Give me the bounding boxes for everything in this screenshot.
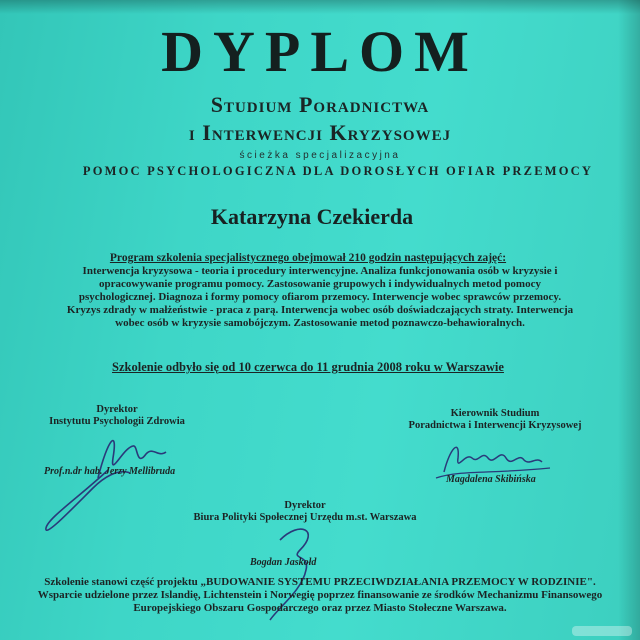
left-role-line2: Instytutu Psychologii Zdrowia <box>49 416 185 427</box>
footer-line: Szkolenie stanowi część projektu „BUDOWANIE SYSTEMU PRZECIWDZIAŁANIA PRZEMOCY W RODZINIE". <box>44 576 596 588</box>
program-heading: Program szkolenia specjalistycznego obejmował 210 godzin następujących zajęć: <box>109 252 507 264</box>
program-line: Interwencja kryzysowa - teoria i procedury interwencyjne. Analiza funkcjonowania osób w kryzysie i <box>82 265 558 277</box>
paper-top-shadow <box>0 0 640 14</box>
program-line: psychologicznej. Diagnoza i formy pomocy ofiarom przemocy. Interwencje wobec sprawców przemocy. <box>78 291 562 303</box>
left-handwritten-signature <box>38 418 198 538</box>
program-description <box>40 265 600 330</box>
right-signatory-name: Magdalena Skibińska <box>446 474 536 485</box>
study-name-line2-text: i Interwencji Kryzysowej <box>188 120 452 145</box>
study-name-line1-text: Studium Poradnictwa <box>210 92 430 117</box>
left-role-line1: Dyrektor <box>96 404 138 415</box>
footer-line: Europejskiego Obszaru Gospodarczego oraz przez Miasto Stołeczne Warszawa. <box>133 602 507 614</box>
center-role-line1: Dyrektor <box>284 500 326 511</box>
study-name-line2 <box>0 120 640 146</box>
track-label: ścieżka specjalizacyjna <box>239 150 401 161</box>
center-signatory-name: Bogdan Jaskołd <box>250 557 317 568</box>
specialization-title: POMOC PSYCHOLOGICZNA DLA DOROSŁYCH OFIAR PRZEMOCY <box>82 164 594 178</box>
footer-line: Wsparcie udzielone przez Islandię, Lichtenstein i Norwegię poprzez finansowanie ze środków Mechanizmu Finansowego <box>37 589 603 601</box>
left-signatory-name: Prof.n.dr hab. Jerzy Mellibruda <box>44 466 176 477</box>
center-role-line2: Biura Polityki Społecznej Urzędu m.st. Warszawa <box>193 512 417 523</box>
right-role-line2: Poradnictwa i Interwencji Kryzysowej <box>408 420 582 431</box>
right-role-line1: Kierownik Studium <box>450 408 540 419</box>
program-line: wobec osób w kryzysie samobójczym. Zastosowanie metod poznawczo-behawioralnych. <box>115 317 525 329</box>
program-line: Kryzys zdrady w małżeństwie - praca z parą. Interwencja wobec osób doświadczających straty. Interwencja <box>66 304 574 316</box>
recipient-name: Katarzyna Czekierda <box>210 204 414 229</box>
corner-sticker <box>572 626 632 636</box>
training-dates: Szkolenie odbyło się od 10 czerwca do 11 grudnia 2008 roku w Warszawie <box>112 360 504 374</box>
study-name-line1 <box>0 92 640 118</box>
program-line: opracowywanie programu pomocy. Zastosowanie grupowych i indywidualnych metod pomocy <box>99 278 541 290</box>
diploma-title: DYPLOM <box>161 19 479 84</box>
project-footer <box>10 576 630 615</box>
